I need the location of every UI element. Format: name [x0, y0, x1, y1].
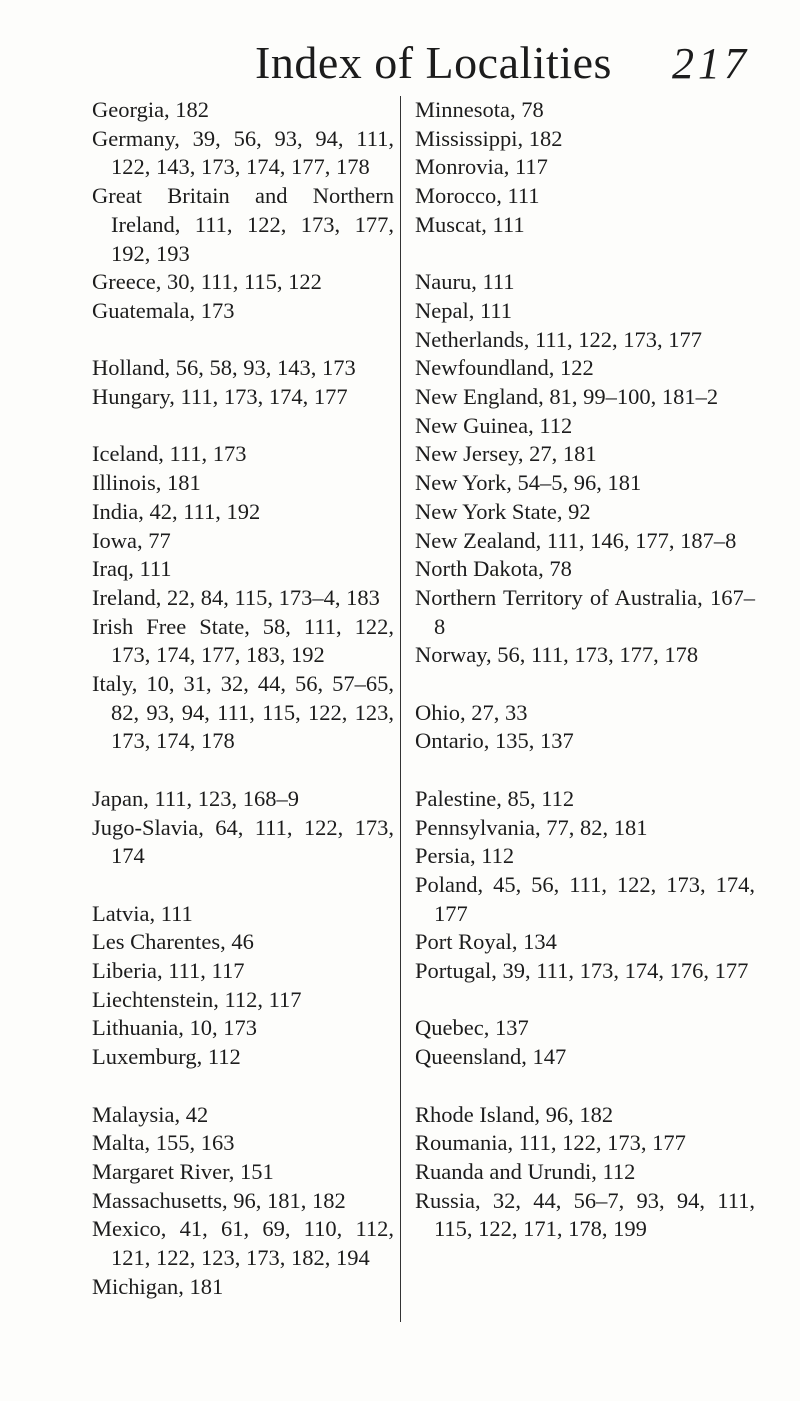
index-entry: Latvia, 111 [92, 900, 193, 926]
index-entry: Iraq, 111 [92, 556, 172, 582]
index-entry: Portugal, 39, 111, 173, 174, 176, 177 [415, 958, 749, 984]
index-entry: Mississippi, 182 [415, 125, 563, 151]
index-entry: Morocco, 111 [415, 183, 540, 209]
index-entry: Pennsylvania, 77, 82, 181 [415, 814, 648, 840]
index-entry: Northern Territory of Australia, 167–8 [415, 584, 755, 639]
index-entry: New York State, 92 [415, 498, 591, 524]
index-entry: Mexico, 41, 61, 69, 110, 112, 121, 122, 123, 173, 182, 194 [92, 1216, 394, 1271]
index-entry: New Guinea, 112 [415, 412, 573, 438]
section-gap [415, 756, 755, 785]
index-entry: Italy, 10, 31, 32, 44, 56, 57–65, 82, 93, 94, 111, 115, 122, 123, 173, 174, 178 [92, 671, 394, 754]
index-entry: Ontario, 135, 137 [415, 728, 574, 754]
index-entry: Irish Free State, 58, 111, 122, 173, 174, 177, 183, 192 [92, 613, 394, 668]
section-gap [92, 326, 394, 355]
index-entry: Malta, 155, 163 [92, 1130, 235, 1156]
section-gap [92, 871, 394, 900]
index-entry: Ohio, 27, 33 [415, 699, 528, 725]
index-entry: Poland, 45, 56, 111, 122, 173, 174, 177 [415, 871, 755, 926]
index-column-left [92, 96, 394, 1301]
index-entry: Great Britain and Northern Ireland, 111, 122, 173, 177, 192, 193 [92, 183, 394, 266]
index-entry: Malaysia, 42 [92, 1101, 209, 1127]
section-gap [415, 670, 755, 699]
index-entry: Quebec, 137 [415, 1015, 529, 1041]
index-entry: Jugo-Slavia, 64, 111, 122, 173, 174 [92, 814, 394, 869]
index-entry: Japan, 111, 123, 168–9 [92, 785, 300, 811]
index-entry: Nauru, 111 [415, 269, 515, 295]
index-entry: New Zealand, 111, 146, 177, 187–8 [415, 527, 737, 553]
index-entry: India, 42, 111, 192 [92, 498, 261, 524]
section-gap [92, 756, 394, 785]
index-column-right [400, 96, 755, 1322]
index-entry: Norway, 56, 111, 173, 177, 178 [415, 642, 699, 668]
index-entry: North Dakota, 78 [415, 556, 572, 582]
index-entry: Lithuania, 10, 173 [92, 1015, 257, 1041]
index-entry: Illinois, 181 [92, 470, 201, 496]
index-entry: Iowa, 77 [92, 527, 171, 553]
index-entry: Les Charentes, 46 [92, 929, 254, 955]
index-entry: New Jersey, 27, 181 [415, 441, 597, 467]
index-entry: Queensland, 147 [415, 1044, 567, 1070]
index-entry: Newfoundland, 122 [415, 355, 594, 381]
index-entry: Iceland, 111, 173 [92, 441, 247, 467]
index-entry: Rhode Island, 96, 182 [415, 1101, 614, 1127]
section-gap [92, 412, 394, 441]
index-entry: Luxemburg, 112 [92, 1044, 241, 1070]
section-gap [415, 1072, 755, 1101]
index-entry: Russia, 32, 44, 56–7, 93, 94, 111, 115, 122, 171, 178, 199 [415, 1187, 755, 1242]
index-entry: Ireland, 22, 84, 115, 173–4, 183 [92, 584, 380, 610]
index-entry: Palestine, 85, 112 [415, 785, 575, 811]
page-number: 217 [672, 39, 750, 88]
index-entry: Persia, 112 [415, 843, 515, 869]
index-entry: Monrovia, 117 [415, 154, 548, 180]
section-gap [415, 240, 755, 269]
index-entry: Liberia, 111, 117 [92, 958, 245, 984]
index-entry: New England, 81, 99–100, 181–2 [415, 384, 719, 410]
index-entry: Germany, 39, 56, 93, 94, 111, 122, 143, 173, 174, 177, 178 [92, 125, 394, 180]
section-gap [92, 1072, 394, 1101]
index-entry: Ruanda and Urundi, 112 [415, 1158, 636, 1184]
index-entry: New York, 54–5, 96, 181 [415, 470, 642, 496]
section-gap [415, 986, 755, 1015]
index-entry: Greece, 30, 111, 115, 122 [92, 269, 322, 295]
page-title: Index of Localities [255, 37, 612, 88]
index-entry: Michigan, 181 [92, 1273, 224, 1299]
index-entry: Margaret River, 151 [92, 1158, 274, 1184]
index-entry: Roumania, 111, 122, 173, 177 [415, 1130, 686, 1156]
index-entry: Guatemala, 173 [92, 297, 235, 323]
index-entry: Massachusetts, 96, 181, 182 [92, 1187, 346, 1213]
index-entry: Netherlands, 111, 122, 173, 177 [415, 326, 703, 352]
index-entry: Minnesota, 78 [415, 97, 544, 122]
index-entry: Muscat, 111 [415, 211, 525, 237]
index-entry: Liechtenstein, 112, 117 [92, 986, 302, 1012]
index-entry: Holland, 56, 58, 93, 143, 173 [92, 355, 356, 381]
index-entry: Georgia, 182 [92, 97, 210, 122]
index-entry: Hungary, 111, 173, 174, 177 [92, 384, 348, 410]
index-entry: Nepal, 111 [415, 297, 513, 323]
page-header [0, 36, 800, 96]
index-entry: Port Royal, 134 [415, 929, 557, 955]
